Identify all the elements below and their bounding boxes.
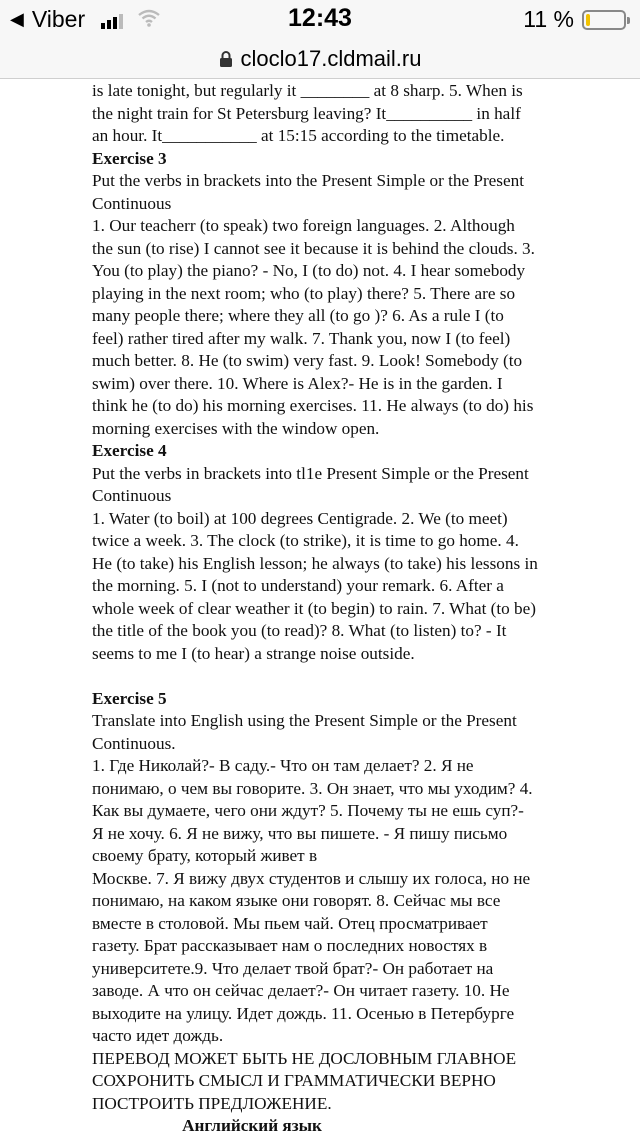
text-line: think he (to do) his morning exercises. 11. He always (to do) his [92, 396, 534, 415]
battery-icon [582, 10, 626, 30]
text-line: понимаю, на каком языке они говорят. 8. Сейчас мы все [92, 891, 501, 910]
text-line: Put the verbs in brackets into the Present Simple or the Present [92, 171, 524, 190]
url-text: cloclo17.cldmail.ru [240, 46, 422, 71]
lock-icon [219, 50, 233, 68]
text-line: You (to play) the piano? - No, I (to do) not. 4. I hear somebody [92, 261, 526, 280]
text-line: playing in the next room; who (to play) there? 5. There are so [92, 283, 516, 303]
text-line: morning exercises with the window open. [92, 418, 380, 438]
document-content [92, 80, 612, 1138]
text-line: Москве. 7. Я вижу двух студентов и слышу их голоса, но не [92, 868, 531, 888]
text-line: feel) rather tired after my walk. 7. Thank you, now I (to feel) [92, 328, 511, 348]
text-line: the morning. 5. I (not to understand) your remark. 6. After a [92, 576, 504, 595]
text-line: He (to take) his English lesson; he always (to take) his lessons in [92, 553, 538, 573]
text-line: понимаю, о чем вы говорите. 3. Он знает, что мы уходим? 4. [92, 778, 533, 798]
text-line: вместе в столовой. Мы пьем чай. Отец просматривает [92, 913, 488, 933]
battery-cap [627, 17, 630, 24]
back-app-label: Viber [31, 6, 86, 32]
battery-percent: 11 % [523, 6, 574, 32]
address-bar[interactable] [0, 40, 640, 79]
text-line: swim) over there. 10. Where is Alex?- He is in the garden. I [92, 373, 503, 393]
text-line: is late tonight, but regularly it ________ at 8 sharp. 5. When is [92, 81, 523, 100]
text-line: the sun (to rise) I cannot see it because it is behind the clouds. 3. [92, 238, 535, 258]
text-line: Как вы думаете, чего они ждут? 5. Почему ты не ешь суп?- [92, 801, 524, 820]
text-line: Continuous. [92, 733, 176, 753]
text-line: университете.9. Что делает твой брат?- Он работает на [92, 958, 494, 978]
text-line: своему брату, который живет в [92, 846, 318, 865]
back-arrow-icon: ◀ [10, 9, 24, 29]
text-line: the night train for St Petersburg leaving? It__________ in half [92, 103, 521, 123]
text-line: the title of the book you (to read)? 8. What (to listen) to? - It [92, 621, 507, 640]
text-line: many people there; where they all (to go )? 6. As a rule I (to [92, 306, 504, 325]
section-heading: Exercise 3 [92, 148, 167, 168]
section-heading: Английский язык [182, 1116, 322, 1135]
text-line: Continuous [92, 193, 172, 213]
text-line: Continuous [92, 486, 172, 505]
section-heading: Exercise 5 [92, 688, 167, 708]
battery-status [523, 6, 626, 33]
text-line: Я не хочу. 6. Я не вижу, что вы пишете. - Я пишу письмо [92, 823, 508, 843]
text-line: 1. Our teacherr (to speak) two foreign languages. 2. Although [92, 216, 515, 235]
clock: 12:43 [288, 4, 352, 32]
battery-fill [586, 14, 590, 26]
blank-line [92, 665, 612, 688]
text-line: заводе. А что он сейчас делает?- Он читает газету. 10. Не [92, 981, 510, 1000]
status-bar [0, 0, 640, 40]
text-line: whole week of clear weather it (to begin) to rain. 7. What (to be) [92, 598, 536, 618]
text-line: ПЕРЕВОД МОЖЕТ БЫТЬ НЕ ДОСЛОВНЫМ ГЛАВНОЕ [92, 1048, 517, 1068]
text-line: an hour. It___________ at 15:15 according to the timetable. [92, 126, 505, 145]
text-line: часто идет дождь. [92, 1026, 224, 1045]
text-line: much better. 8. He (to swim) very fast. 9. Look! Somebody (to [92, 351, 523, 370]
text-line: twice a week. 3. The clock (to strike), it is time to go home. 4. [92, 531, 519, 550]
section-heading: Exercise 4 [92, 441, 167, 460]
text-line: ПОСТРОИТЬ ПРЕДЛОЖЕНИЕ. [92, 1093, 332, 1113]
text-line: 1. Water (to boil) at 100 degrees Centigrade. 2. We (to meet) [92, 508, 508, 528]
text-line: газету. Брат рассказывает нам о последних новостях в [92, 936, 488, 955]
text-line: выходите на улицу. Идет дождь. 11. Осенью в Петербурге [92, 1003, 515, 1023]
text-line: Put the verbs in brackets into tl1e Present Simple or the Present [92, 463, 529, 483]
text-line: СОХРОНИТЬ СМЫСЛ И ГРАММАТИЧЕСКИ ВЕРНО [92, 1071, 496, 1090]
text-line: Translate into English using the Present Simple or the Present [92, 711, 517, 730]
text-line: seems to me I (to hear) a strange noise outside. [92, 643, 415, 663]
text-line: 1. Где Николай?- В саду.- Что он там делает? 2. Я не [92, 756, 474, 775]
